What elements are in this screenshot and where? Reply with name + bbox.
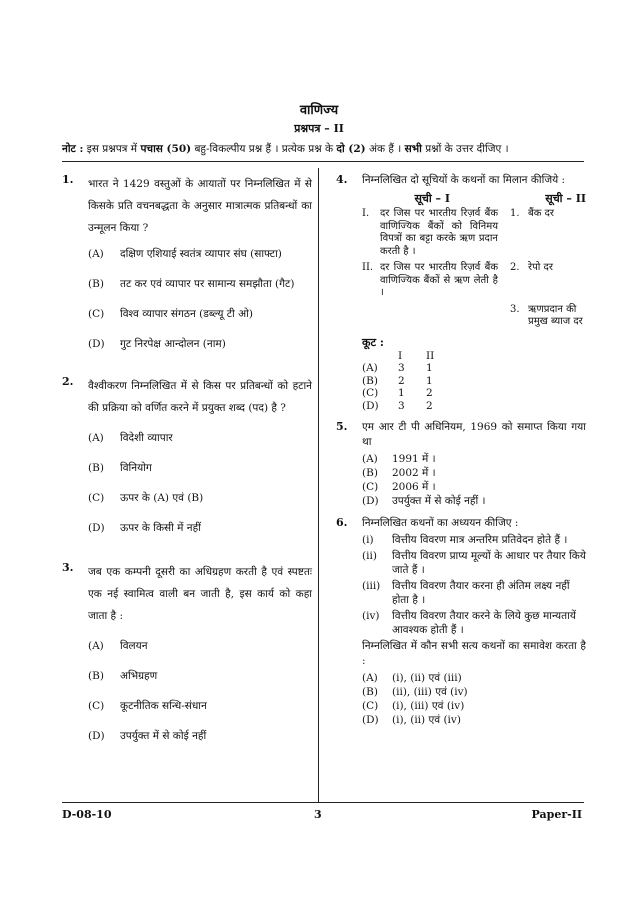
- code-cell: II: [426, 349, 435, 362]
- option-label: (B): [362, 686, 378, 698]
- footer-paper: Paper-II: [531, 808, 582, 821]
- code-label: कूट :: [362, 335, 384, 349]
- option-label: (B): [88, 278, 104, 290]
- list-1-number: I.: [362, 208, 370, 219]
- option-a[interactable]: [88, 243, 312, 265]
- question-1: [62, 173, 312, 355]
- option-text: ऊपर के किसी में नहीं: [120, 522, 201, 534]
- option-d[interactable]: [88, 725, 312, 747]
- code-cell: 1: [426, 374, 433, 387]
- option-text: 2006 में ।: [392, 481, 436, 493]
- list-1-title: सूची – I: [414, 192, 451, 205]
- option-b[interactable]: [362, 466, 586, 480]
- list-1-text: [380, 304, 498, 329]
- question-number: 2.: [62, 375, 74, 388]
- option-text: 1991 में ।: [392, 453, 436, 465]
- option-text: विलयन: [120, 640, 148, 652]
- option-text: विनियोग: [120, 462, 152, 474]
- option-b[interactable]: [88, 273, 312, 295]
- question-text: जब एक कम्पनी दूसरी का अधिग्रहण करती है एवं स्पष्टतः एक नई स्वामित्व वाली बन जाती है, इस कार्य को कहा जाता है :: [88, 566, 312, 622]
- question-prompt: निम्नलिखित में कौन सभी सत्य कथनों का समावेश करता है :: [362, 640, 586, 667]
- option-d[interactable]: [362, 713, 586, 727]
- list-2-title: सूची – II: [545, 192, 586, 205]
- match-row: [362, 304, 586, 329]
- option-a[interactable]: [362, 452, 586, 466]
- option-label: (C): [362, 481, 379, 493]
- question-number: 5.: [336, 420, 348, 433]
- question-text: एम आर टी पी अधिनियम, 1969 को समाप्त किया गया था: [362, 421, 586, 448]
- statement-text: वित्तीय विवरण मात्र अन्तरिम प्रतिवेदन होते हैं ।: [392, 534, 568, 546]
- question-text: निम्नलिखित कथनों का अध्ययन कीजिए :: [362, 517, 519, 529]
- option-label: (D): [88, 730, 105, 742]
- option-text: (i), (ii) एवं (iii): [392, 672, 462, 684]
- question-text: निम्नलिखित दो सूचियों के कथनों का मिलान कीजिये :: [362, 174, 566, 186]
- option-text: गुट निरपेक्ष आन्दोलन (नाम): [120, 338, 226, 350]
- code-row[interactable]: [362, 387, 586, 400]
- statement-text: वित्तीय विवरण प्राप्य मूल्यों के आधार पर तैयार किये जाते हैं ।: [392, 550, 586, 576]
- statement-label: (iv): [362, 610, 380, 622]
- option-label: (A): [88, 640, 104, 652]
- column-divider: [318, 168, 319, 802]
- statement-iii: [362, 579, 586, 607]
- option-label: (D): [88, 522, 105, 534]
- footer-code: D-08-10: [62, 808, 112, 821]
- option-c[interactable]: [362, 480, 586, 494]
- list-2-number: 3.: [510, 303, 520, 315]
- option-text: उपर्युक्त में से कोई नहीं ।: [392, 495, 486, 507]
- option-text: ऊपर के (A) एवं (B): [120, 492, 204, 504]
- list-2-text: ऋणप्रदान की प्रमुख ब्याज दर: [528, 303, 583, 327]
- match-row: [362, 262, 586, 300]
- statement-label: (i): [362, 534, 374, 546]
- note-bold: सभी: [404, 143, 422, 155]
- code-cell: (B): [362, 374, 378, 387]
- option-text: विदेशी व्यापार: [120, 432, 173, 444]
- option-label: (C): [88, 700, 105, 712]
- option-c[interactable]: [88, 695, 312, 717]
- option-label: (C): [362, 700, 379, 712]
- option-label: (A): [362, 672, 378, 684]
- code-cell: (C): [362, 387, 379, 399]
- list-1-number: [362, 304, 380, 329]
- question-3: [62, 561, 312, 747]
- list-2-text: बैंक दर: [528, 208, 554, 219]
- option-b[interactable]: [88, 665, 312, 687]
- code-cell: 2: [398, 374, 405, 387]
- note-text: इस प्रश्नपत्र में: [86, 143, 138, 155]
- list-2-number: 1.: [510, 208, 520, 219]
- statement-label: (ii): [362, 550, 377, 562]
- option-text: विश्व व्यापार संगठन (डब्ल्यू टी ओ): [120, 308, 253, 320]
- option-c[interactable]: [88, 487, 312, 509]
- code-cell: 1: [398, 387, 405, 399]
- option-a[interactable]: [88, 635, 312, 657]
- right-column: [336, 173, 586, 727]
- option-b[interactable]: [362, 685, 586, 699]
- option-label: (C): [88, 308, 105, 320]
- question-number: 4.: [336, 173, 348, 186]
- statement-text: वित्तीय विवरण तैयार करने के लिये कुछ मान्यतायें आवश्यक होती हैं ।: [392, 610, 576, 636]
- question-4: [336, 173, 586, 412]
- option-text: (ii), (iii) एवं (iv): [392, 686, 468, 698]
- list-1-text: दर जिस पर भारतीय रिज़र्व बैंक वाणिज्यिक बैंकों से ऋण लेती है ।: [380, 262, 498, 298]
- question-5: [336, 420, 586, 508]
- code-table: [362, 350, 586, 413]
- option-label: (A): [88, 248, 104, 260]
- option-label: (B): [88, 670, 104, 682]
- question-6: [336, 516, 586, 727]
- code-cell: (D): [362, 399, 379, 412]
- option-text: तट कर एवं व्यापार पर सामान्य समझौता (गैट): [120, 278, 295, 290]
- left-column: [62, 173, 312, 747]
- note-text: बहु-विकल्पीय प्रश्न हैं । प्रत्येक प्रश्न के: [194, 143, 334, 155]
- note-text: प्रश्नों के उत्तर दीजिए ।: [425, 143, 509, 155]
- question-2: [62, 375, 312, 539]
- option-c[interactable]: [88, 303, 312, 325]
- statement-label: (iii): [362, 580, 381, 592]
- option-label: (D): [362, 714, 379, 726]
- code-row[interactable]: [362, 375, 586, 388]
- code-cell: (A): [362, 362, 378, 374]
- list-1-text: दर जिस पर भारतीय रिज़र्व बैंक वाणिज्यिक बैंकों को विनिमय विपत्रों का बट्टा करके ऋण प्रदान करती है ।: [380, 208, 498, 257]
- list-1-number: II.: [362, 262, 374, 273]
- code-header-row: [362, 350, 586, 363]
- option-a[interactable]: [88, 427, 312, 449]
- list-2-text: रेपो दर: [528, 262, 553, 273]
- option-text: (i), (iii) एवं (iv): [392, 700, 465, 712]
- match-row: [362, 208, 586, 258]
- page-number: 3: [314, 808, 322, 821]
- match-list-header: [362, 191, 586, 206]
- option-text: 2002 में ।: [392, 467, 436, 479]
- option-d[interactable]: [362, 494, 586, 508]
- code-cell: [362, 350, 398, 363]
- statement-i: [362, 533, 586, 547]
- option-text: कूटनीतिक सन्धि-संधान: [120, 700, 207, 712]
- option-a[interactable]: [362, 671, 586, 685]
- code-row[interactable]: [362, 400, 586, 413]
- statement-iv: [362, 609, 586, 637]
- note-text: अंक हैं ।: [368, 143, 402, 155]
- question-number: 6.: [336, 516, 348, 529]
- option-c[interactable]: [362, 699, 586, 713]
- list-2-number: 2.: [510, 262, 520, 273]
- note-label: नोट :: [62, 143, 84, 155]
- option-label: (B): [362, 467, 378, 479]
- option-text: अभिग्रहण: [120, 670, 158, 682]
- option-b[interactable]: [88, 457, 312, 479]
- option-d[interactable]: [88, 333, 312, 355]
- statement-ii: [362, 549, 586, 577]
- code-cell: I: [398, 349, 403, 362]
- note-bold: दो (2): [336, 143, 366, 155]
- option-label: (D): [362, 495, 379, 507]
- option-label: (A): [88, 432, 104, 444]
- code-cell: 2: [426, 399, 433, 412]
- option-label: (A): [362, 453, 378, 465]
- question-text: भारत ने 1429 वस्तुओं के आयातों पर निम्नलिखित में से किसके प्रति वचनबद्धता के अनुसार मात्रात्मक प्रतिबन्धों का उन्मूलन किया ?: [88, 178, 312, 234]
- code-cell: 1: [426, 362, 433, 374]
- option-label: (C): [88, 492, 105, 504]
- instructions-note: [62, 142, 582, 156]
- code-cell: 3: [398, 399, 405, 412]
- option-text: उपर्युक्त में से कोई नहीं: [120, 730, 207, 742]
- question-number: 1.: [62, 173, 74, 186]
- question-number: 3.: [62, 561, 74, 574]
- page-subtitle: प्रश्नपत्र – II: [294, 122, 344, 135]
- code-cell: 2: [426, 387, 433, 399]
- statement-text: वित्तीय विवरण तैयार करना ही अंतिम लक्ष्य नहीं होता है ।: [392, 580, 570, 606]
- page-title: वाणिज्य: [299, 103, 339, 118]
- option-d[interactable]: [88, 517, 312, 539]
- code-row[interactable]: [362, 362, 586, 375]
- option-label: (D): [88, 338, 105, 350]
- bottom-divider: [62, 802, 584, 803]
- option-text: दक्षिण एशियाई स्वतंत्र व्यापार संघ (साफ्टा): [120, 248, 282, 260]
- option-label: (B): [88, 462, 104, 474]
- top-divider: [62, 161, 584, 162]
- option-text: (i), (ii) एवं (iv): [392, 714, 461, 726]
- note-bold: पचास (50): [140, 143, 192, 155]
- code-cell: 3: [398, 362, 405, 374]
- question-text: वैश्वीकरण निम्नलिखित में से किस पर प्रतिबन्धों को हटाने की प्रक्रिया को वर्णित करने में प्रयुक्त शब्द (पद) है ?: [88, 380, 312, 414]
